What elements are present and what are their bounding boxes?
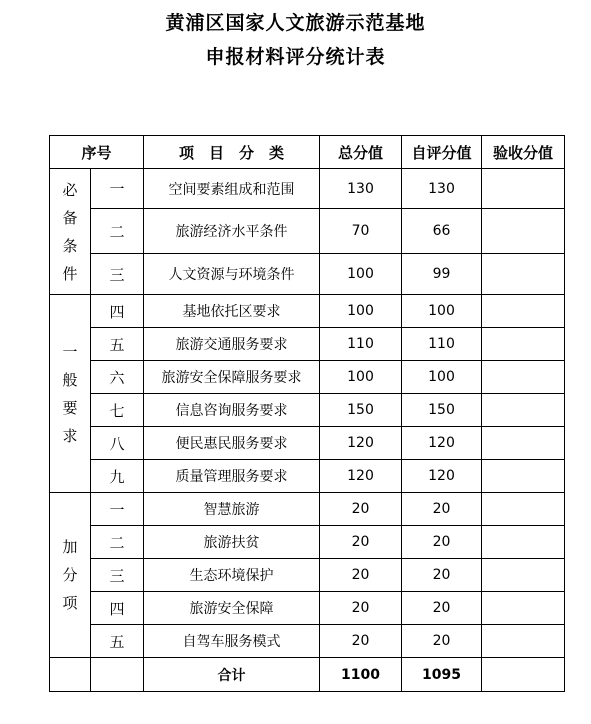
table-row: [50, 427, 565, 460]
header-total: 总分值: [320, 136, 402, 169]
table-row: [50, 361, 565, 394]
row-number: 八: [91, 427, 144, 460]
self-score: 20: [402, 493, 482, 526]
total-total: 1100: [320, 658, 402, 692]
item-name: 智慧旅游: [144, 493, 320, 526]
total-score: 20: [320, 526, 402, 559]
header-accept: 验收分值: [482, 136, 565, 169]
self-score: 99: [402, 254, 482, 295]
self-score: 120: [402, 427, 482, 460]
self-score: 100: [402, 295, 482, 328]
total-row: [50, 658, 565, 692]
item-name: 旅游交通服务要求: [144, 328, 320, 361]
item-name: 空间要素组成和范围: [144, 169, 320, 209]
category-cell: 一般要求: [50, 295, 91, 493]
table-row: [50, 526, 565, 559]
total-self: 1095: [402, 658, 482, 692]
total-score: 100: [320, 361, 402, 394]
accept-score: [482, 394, 565, 427]
item-name: 自驾车服务模式: [144, 625, 320, 658]
table-row: [50, 493, 565, 526]
total-score: 130: [320, 169, 402, 209]
item-name: 基地依托区要求: [144, 295, 320, 328]
item-name: 便民惠民服务要求: [144, 427, 320, 460]
total-score: 20: [320, 592, 402, 625]
self-score: 66: [402, 209, 482, 254]
total-score: 120: [320, 460, 402, 493]
row-number: 三: [91, 254, 144, 295]
total-score: 120: [320, 427, 402, 460]
document-title: 黄浦区国家人文旅游示范基地: [165, 12, 426, 34]
total-score: 20: [320, 625, 402, 658]
header-row: [50, 136, 565, 169]
row-number: 一: [91, 169, 144, 209]
accept-score: [482, 169, 565, 209]
item-name: 人文资源与环境条件: [144, 254, 320, 295]
accept-score: [482, 460, 565, 493]
total-empty-num: [91, 658, 144, 692]
self-score: 20: [402, 625, 482, 658]
total-score: 100: [320, 295, 402, 328]
table-row: [50, 625, 565, 658]
accept-score: [482, 427, 565, 460]
accept-score: [482, 625, 565, 658]
table-row: [50, 460, 565, 493]
self-score: 110: [402, 328, 482, 361]
item-name: 信息咨询服务要求: [144, 394, 320, 427]
accept-score: [482, 361, 565, 394]
self-score: 20: [402, 526, 482, 559]
total-label: 合计: [144, 658, 320, 692]
self-score: 20: [402, 559, 482, 592]
table-row: [50, 209, 565, 254]
row-number: 四: [91, 592, 144, 625]
total-score: 110: [320, 328, 402, 361]
item-name: 质量管理服务要求: [144, 460, 320, 493]
table-row: [50, 592, 565, 625]
self-score: 130: [402, 169, 482, 209]
total-score: 20: [320, 493, 402, 526]
accept-score: [482, 559, 565, 592]
row-number: 三: [91, 559, 144, 592]
accept-score: [482, 493, 565, 526]
accept-score: [482, 592, 565, 625]
total-accept: [482, 658, 565, 692]
header-seq: 序号: [50, 136, 144, 169]
self-score: 120: [402, 460, 482, 493]
accept-score: [482, 209, 565, 254]
item-name: 旅游扶贫: [144, 526, 320, 559]
score-table: [49, 135, 565, 692]
row-number: 五: [91, 625, 144, 658]
table-row: [50, 328, 565, 361]
category-cell: 加分项: [50, 493, 91, 658]
row-number: 七: [91, 394, 144, 427]
total-empty-cat: [50, 658, 91, 692]
table-row: [50, 169, 565, 209]
item-name: 旅游经济水平条件: [144, 209, 320, 254]
item-name: 旅游安全保障服务要求: [144, 361, 320, 394]
row-number: 九: [91, 460, 144, 493]
row-number: 二: [91, 526, 144, 559]
row-number: 一: [91, 493, 144, 526]
document-subtitle: 申报材料评分统计表: [205, 46, 386, 68]
row-number: 五: [91, 328, 144, 361]
table-row: [50, 394, 565, 427]
table-body: [50, 169, 565, 658]
total-score: 150: [320, 394, 402, 427]
accept-score: [482, 254, 565, 295]
total-score: 100: [320, 254, 402, 295]
self-score: 150: [402, 394, 482, 427]
total-score: 20: [320, 559, 402, 592]
header-item: 项 目 分 类: [144, 136, 320, 169]
item-name: 生态环境保护: [144, 559, 320, 592]
self-score: 100: [402, 361, 482, 394]
row-number: 二: [91, 209, 144, 254]
accept-score: [482, 328, 565, 361]
table-row: [50, 295, 565, 328]
total-score: 70: [320, 209, 402, 254]
item-name: 旅游安全保障: [144, 592, 320, 625]
row-number: 六: [91, 361, 144, 394]
header-self: 自评分值: [402, 136, 482, 169]
table-row: [50, 559, 565, 592]
accept-score: [482, 526, 565, 559]
accept-score: [482, 295, 565, 328]
self-score: 20: [402, 592, 482, 625]
table-row: [50, 254, 565, 295]
row-number: 四: [91, 295, 144, 328]
category-cell: 必备条件: [50, 169, 91, 295]
